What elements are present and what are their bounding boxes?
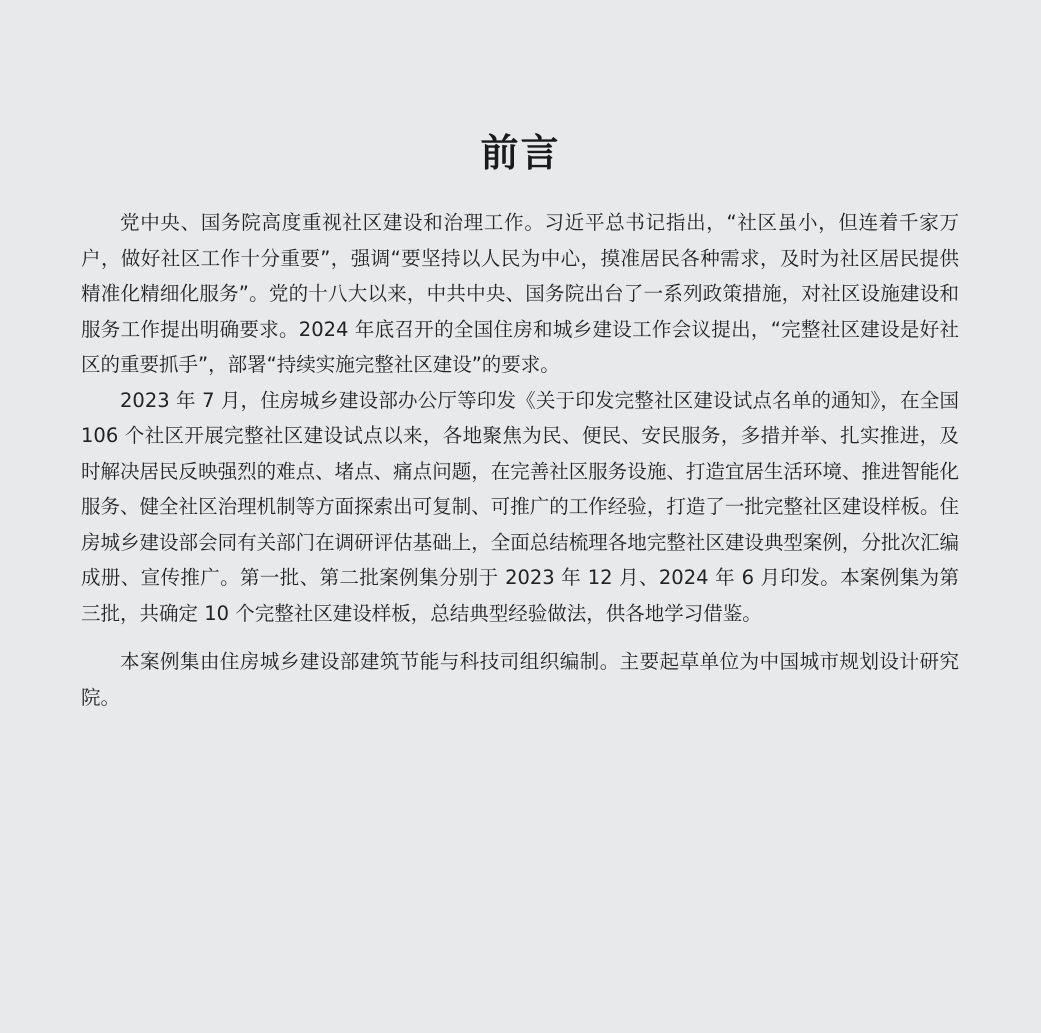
document-body (81, 205, 959, 715)
paragraph-3: 本案例集由住房城乡建设部建筑节能与科技司组织编制。主要起草单位为中国城市规划设计研究院。 (81, 650, 959, 709)
page-title: 前言 (480, 131, 561, 176)
paragraph-2: 2023 年 7 月，住房城乡建设部办公厅等印发《关于印发完整社区建设试点名单的通知》，在全国 106 个社区开展完整社区建设试点以来，各地聚焦为民、便民、安民服务，多措并举、扎实推进，及时解决居民反映强烈的难点、堵点、痛点问题，在完善社区服务设施、打造宜居生活环境、推进智能化服务、健全社区治理机制等方面探索出可复制、可推广的工作经验，打造了一批完整社区建设样板。住房城乡建设部会同有关部门在调研评估基础上，全面总结梳理各地完整社区建设典型案例，分批次汇编成册、宣传推广。第一批、第二批案例集分别于 2023 年 12 月、2024 年 6 月印发。本案例集为第三批，共确定 10 个完整社区建设样板，总结典型经验做法，供各地学习借鉴。 (81, 388, 959, 625)
paragraph-1: 党中央、国务院高度重视社区建设和治理工作。习近平总书记指出，“社区虽小，但连着千家万户，做好社区工作十分重要”，强调“要坚持以人民为中心，摸准居民各种需求，及时为社区居民提供精准化精细化服务”。党的十八大以来，中共中央、国务院出台了一系列政策措施，对社区设施建设和服务工作提出明确要求。2024 年底召开的全国住房和城乡建设工作会议提出，“完整社区建设是好社区的重要抓手”，部署“持续实施完整社区建设”的要求。 (81, 211, 959, 376)
